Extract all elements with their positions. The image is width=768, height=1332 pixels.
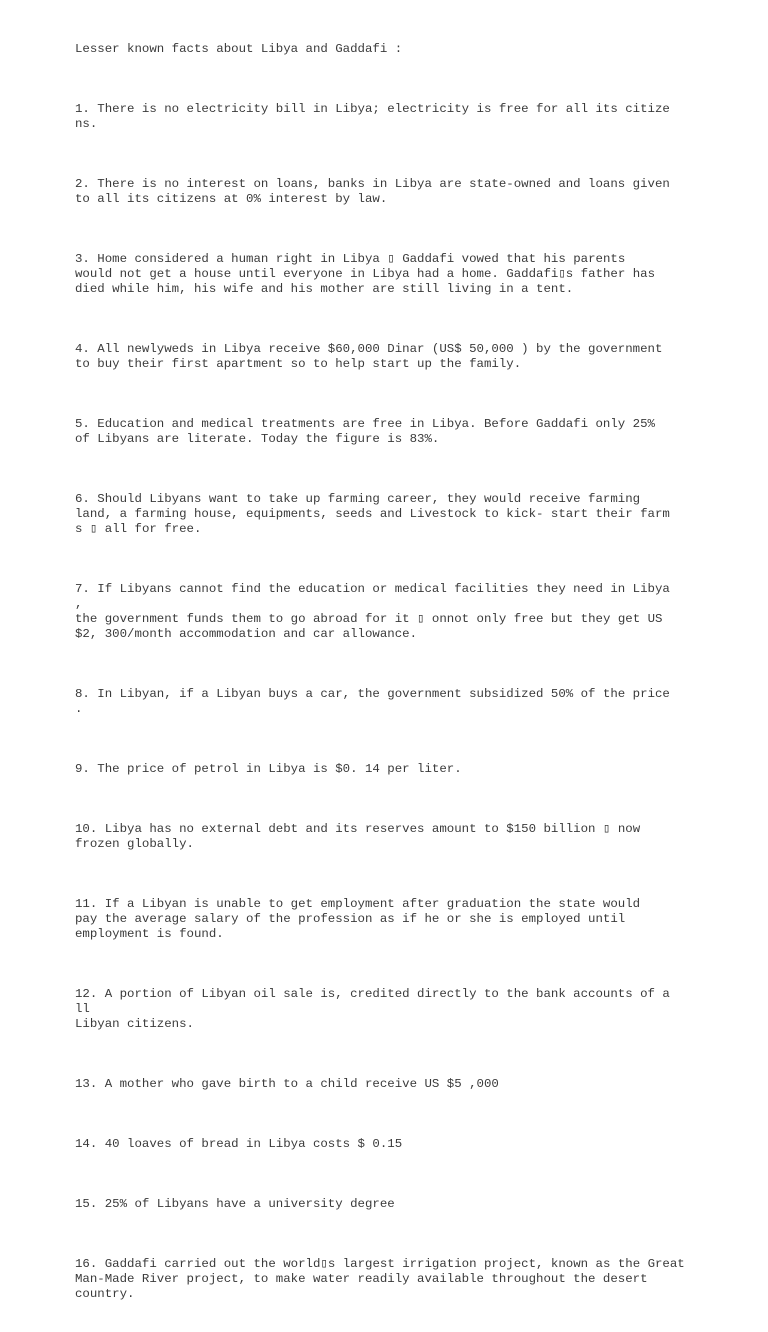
fact-item-3: 3. Home considered a human right in Libya ▯ Gaddafi vowed that his parents would not get a house until everyone in Libya had a home. Gaddafi▯s father has died while him, his wife and his mother are still living in a tent.: [75, 252, 656, 296]
fact-item-12: 12. A portion of Libyan oil sale is, credited directly to the bank accounts of a ll Libyan citizens.: [75, 987, 670, 1031]
fact-item-1: 1. There is no electricity bill in Libya; electricity is free for all its citize ns.: [75, 102, 670, 131]
fact-item-2: 2. There is no interest on loans, banks in Libya are state-owned and loans given to all its citizens at 0% interest by law.: [75, 177, 670, 206]
document-title: Lesser known facts about Libya and Gaddafi :: [75, 42, 403, 56]
document-body: [75, 12, 715, 1332]
fact-item-8: 8. In Libyan, if a Libyan buys a car, the government subsidized 50% of the price .: [75, 687, 670, 716]
fact-item-7: 7. If Libyans cannot find the education or medical facilities they need in Libya , the government funds them to go abroad for it ▯ onnot only free but they get US $2, 300/month accommodation and car allowance.: [75, 582, 670, 641]
fact-item-9: 9. The price of petrol in Libya is $0. 14 per liter.: [75, 762, 462, 776]
fact-item-16: 16. Gaddafi carried out the world▯s largest irrigation project, known as the Great Man-Made River project, to make water readily available throughout the desert country.: [75, 1257, 685, 1301]
fact-item-5: 5. Education and medical treatments are free in Libya. Before Gaddafi only 25% of Libyans are literate. Today the figure is 83%.: [75, 417, 655, 446]
fact-item-10: 10. Libya has no external debt and its reserves amount to $150 billion ▯ now frozen globally.: [75, 822, 641, 851]
fact-item-13: 13. A mother who gave birth to a child receive US $5 ,000: [75, 1077, 499, 1091]
fact-item-11: 11. If a Libyan is unable to get employment after graduation the state would pay the average salary of the profession as if he or she is employed until employment is found.: [75, 897, 641, 941]
fact-item-4: 4. All newlyweds in Libya receive $60,000 Dinar (US$ 50,000 ) by the government to buy their first apartment so to help start up the family.: [75, 342, 663, 371]
fact-item-6: 6. Should Libyans want to take up farming career, they would receive farming land, a farming house, equipments, seeds and Livestock to kick- start their farm s ▯ all for free.: [75, 492, 670, 536]
fact-item-14: 14. 40 loaves of bread in Libya costs $ 0.15: [75, 1137, 403, 1151]
fact-item-15: 15. 25% of Libyans have a university degree: [75, 1197, 395, 1211]
